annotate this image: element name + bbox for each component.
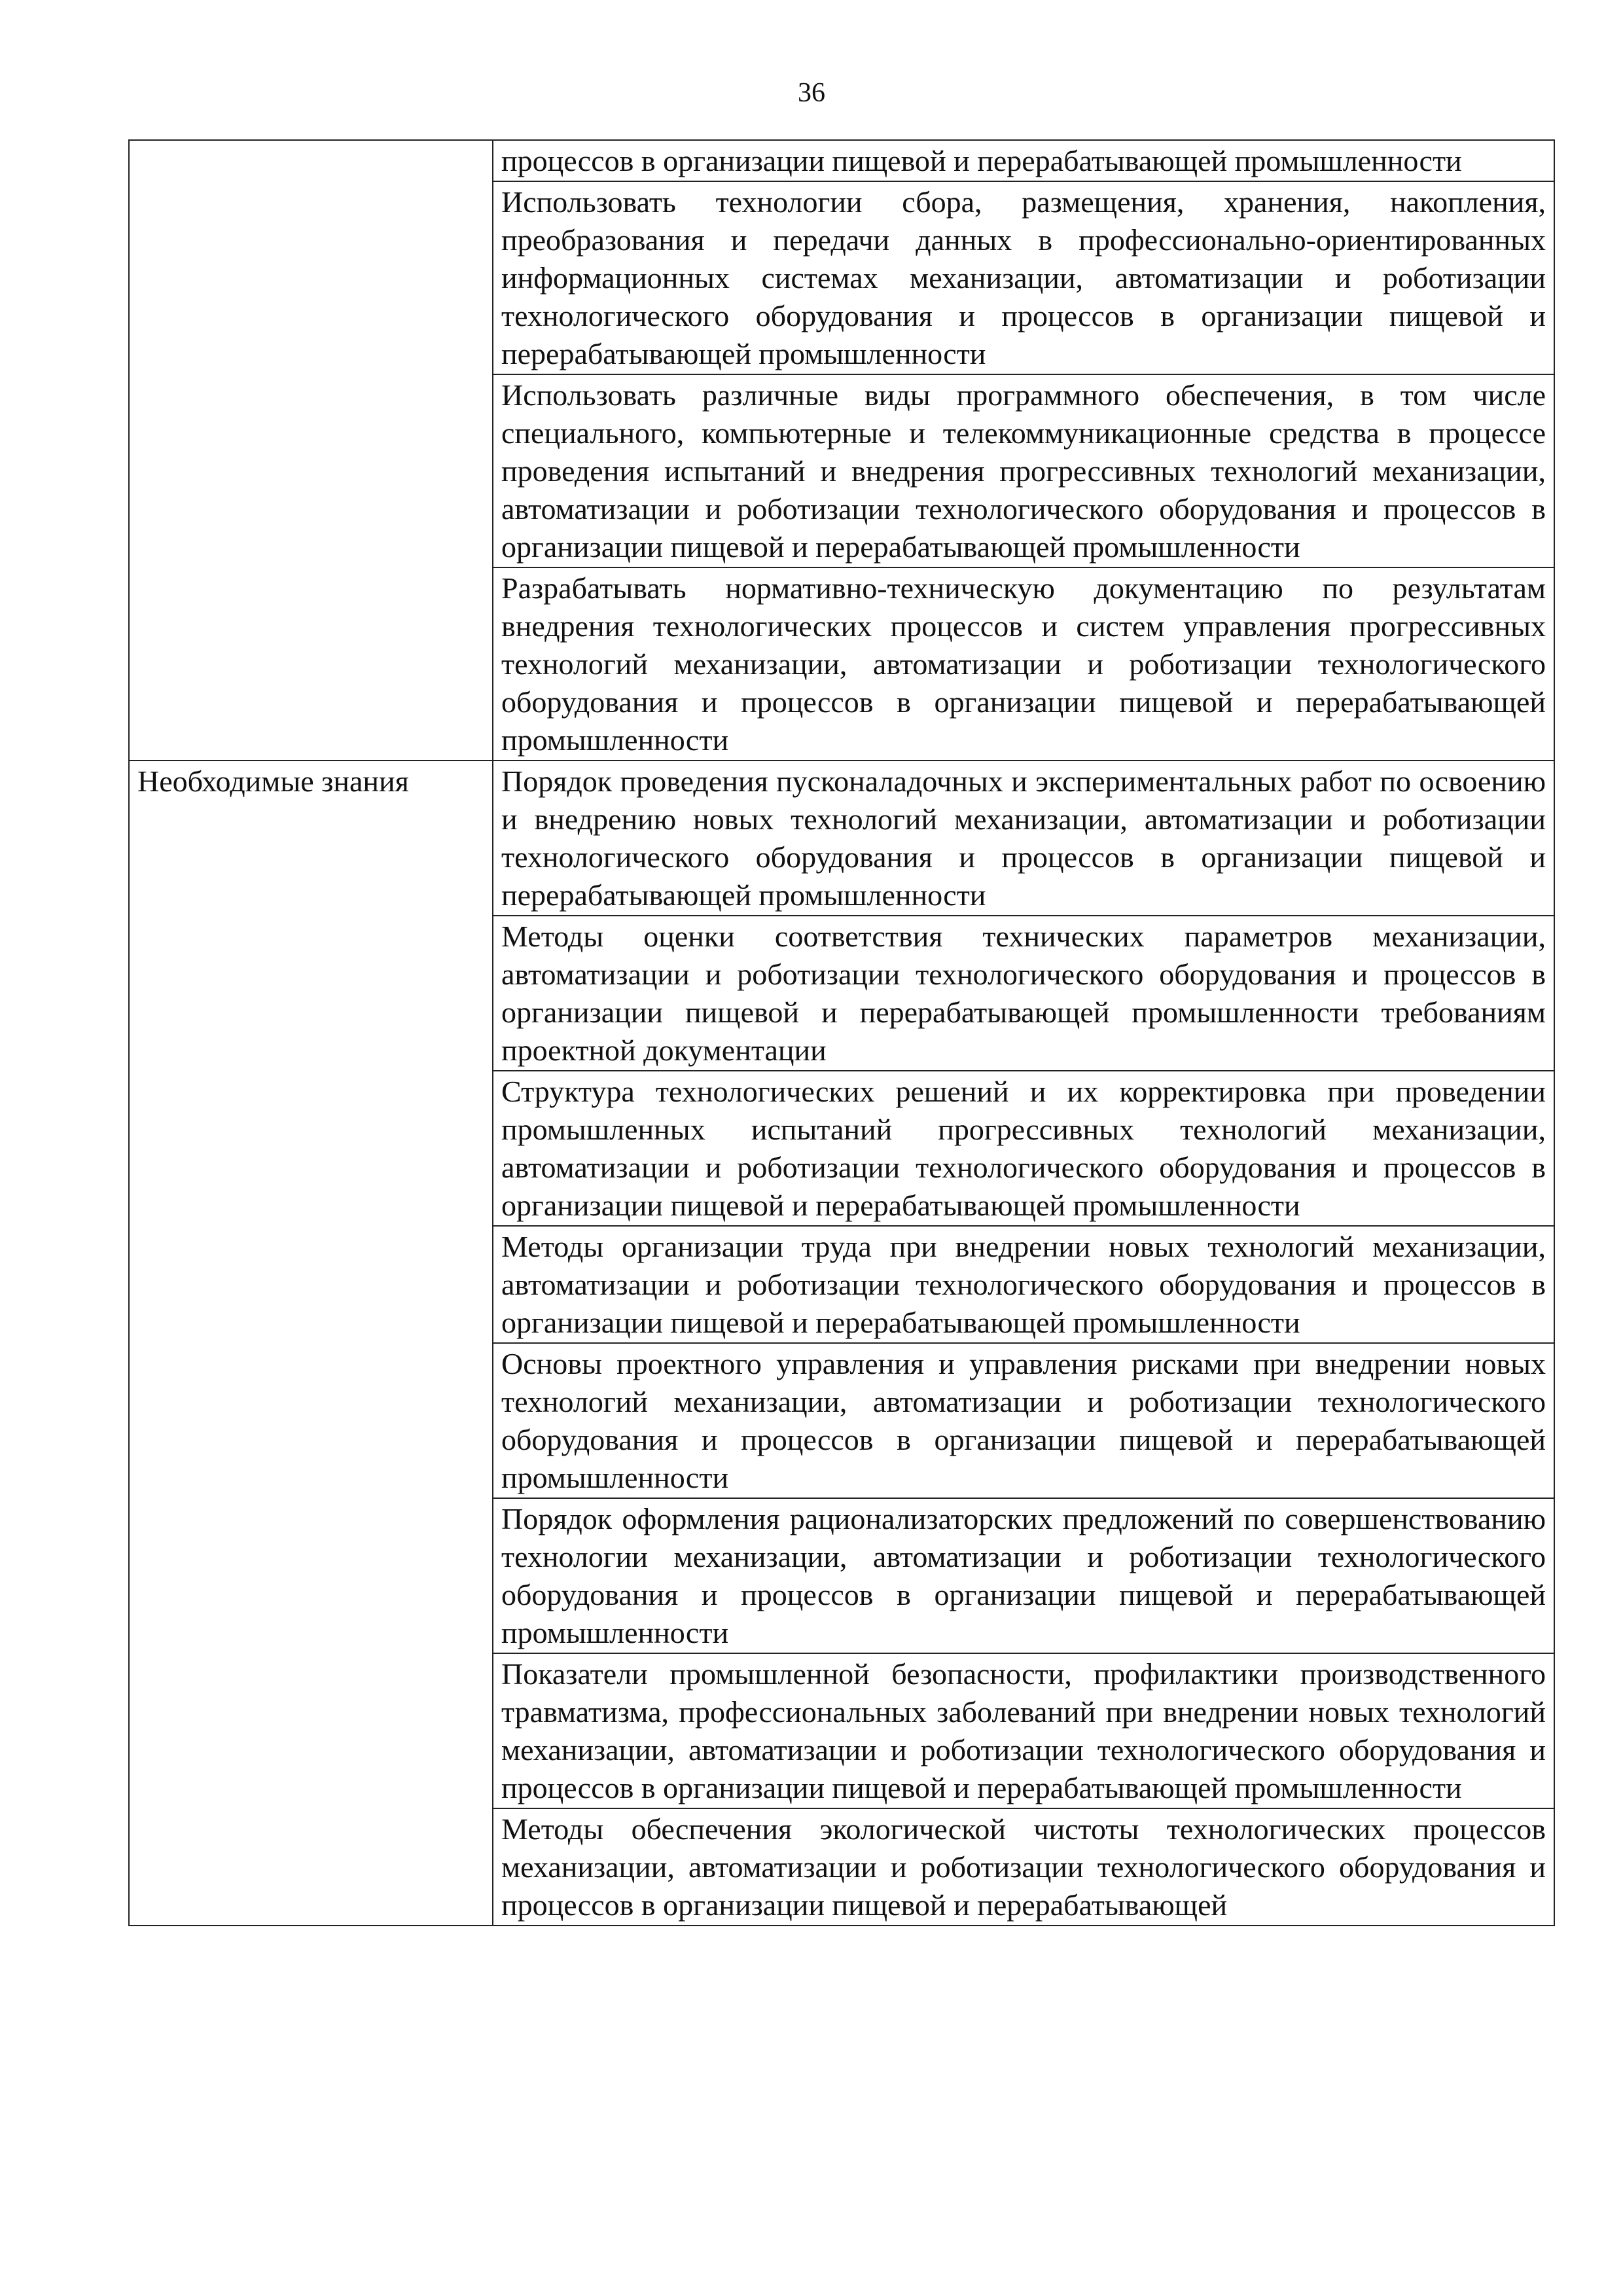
row-label-skills [129, 140, 493, 761]
table-cell: Порядок проведения пусконаладочных и экспериментальных работ по освоению и внедрению новых технологий механизации, автоматизации и роботизации технологического оборудования и процессов в организации пищевой и перерабатывающей промышленности [493, 761, 1554, 916]
table-cell: Методы оценки соответствия технических параметров механизации, автоматизации и роботизации технологического оборудования и процессов в организации пищевой и перерабатывающей промышленности требованиям проектной документации [493, 916, 1554, 1071]
table-row [129, 761, 1554, 916]
table-cell: Разрабатывать нормативно-техническую документацию по результатам внедрения технологических процессов и систем управления прогрессивных технологий механизации, автоматизации и роботизации технологического оборудования и процессов в организации пищевой и перерабатывающей промышленности [493, 567, 1554, 761]
table-cell: Порядок оформления рационализаторских предложений по совершенствованию технологии механизации, автоматизации и роботизации технологического оборудования и процессов в организации пищевой и перерабатывающей промышленности [493, 1498, 1554, 1653]
table-cell: Использовать различные виды программного обеспечения, в том числе специального, компьютерные и телекоммуникационные средства в процессе проведения испытаний и внедрения прогрессивных технологий механизации, автоматизации и роботизации технологического оборудования и процессов в организации пищевой и перерабатывающей промышленности [493, 374, 1554, 567]
requirements-table [128, 139, 1555, 1926]
page-number: 36 [798, 78, 825, 108]
table-cell: процессов в организации пищевой и перерабатывающей промышленности [493, 140, 1554, 181]
table-cell: Использовать технологии сбора, размещения, хранения, накопления, преобразования и передачи данных в профессионально-ориентированных информационных системах механизации, автоматизации и роботизации технологического оборудования и процессов в организации пищевой и перерабатывающей промышленности [493, 181, 1554, 374]
table-cell: Основы проектного управления и управления рисками при внедрении новых технологий механизации, автоматизации и роботизации технологического оборудования и процессов в организации пищевой и перерабатывающей промышленности [493, 1343, 1554, 1498]
table-row [129, 140, 1554, 181]
table-cell: Показатели промышленной безопасности, профилактики производственного травматизма, профессиональных заболеваний при внедрении новых технологий механизации, автоматизации и роботизации технологического оборудования и процессов в организации пищевой и перерабатывающей промышленности [493, 1653, 1554, 1808]
table-cell: Методы обеспечения экологической чистоты технологических процессов механизации, автоматизации и роботизации технологического оборудования и процессов в организации пищевой и перерабатывающей [493, 1808, 1554, 1926]
table-cell: Структура технологических решений и их корректировка при проведении промышленных испытаний прогрессивных технологий механизации, автоматизации и роботизации технологического оборудования и процессов в организации пищевой и перерабатывающей промышленности [493, 1071, 1554, 1226]
row-label-knowledge: Необходимые знания [129, 761, 493, 1926]
table-cell: Методы организации труда при внедрении новых технологий механизации, автоматизации и роботизации технологического оборудования и процессов в организации пищевой и перерабатывающей промышленности [493, 1226, 1554, 1343]
